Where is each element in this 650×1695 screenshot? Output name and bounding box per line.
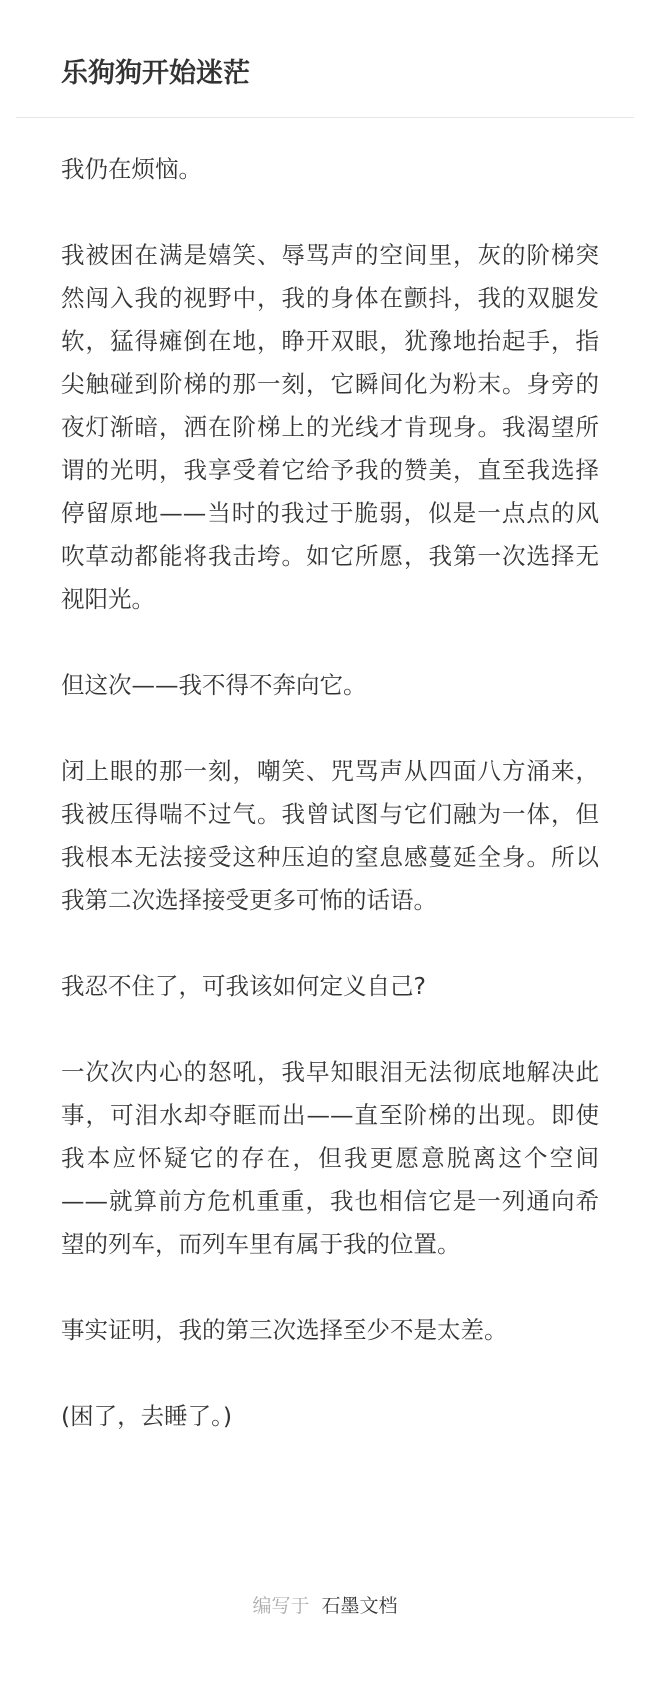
paragraph: 闭上眼的那一刻，嘲笑、咒骂声从四面八方涌来，我被压得喘不过气。我曾试图与它们融为一体，但我根本无法接受这种压迫的窒息感蔓延全身。所以我第二次选择接受更多可怖的话语。 xyxy=(61,757,599,914)
shimo-docs-link[interactable]: 石墨文档 xyxy=(321,1595,398,1617)
header-divider xyxy=(16,117,634,118)
footer-label: 编写于 xyxy=(252,1595,310,1617)
paragraph: 一次次内心的怒吼，我早知眼泪无法彻底地解决此事，可泪水却夺眶而出——直至阶梯的出现。即使我本应怀疑它的存在，但我更愿意脱离这个空间——就算前方危机重重，我也相信它是一列通向希望的列车，而列车里有属于我的位置。 xyxy=(61,1058,599,1258)
article-header xyxy=(0,0,650,118)
paragraph: 我仍在烦恼。 xyxy=(61,155,202,183)
article-body xyxy=(61,148,599,1481)
paragraph: 但这次——我不得不奔向它。 xyxy=(61,671,367,699)
paragraph: (困了，去睡了。) xyxy=(61,1402,233,1430)
footer xyxy=(0,1592,650,1620)
paragraph: 我忍不住了，可我该如何定义自己? xyxy=(61,972,426,1000)
paragraph: 事实证明，我的第三次选择至少不是太差。 xyxy=(61,1316,508,1344)
article-title: 乐狗狗开始迷茫 xyxy=(61,58,250,89)
paragraph: 我被困在满是嬉笑、辱骂声的空间里，灰的阶梯突然闯入我的视野中，我的身体在颤抖，我的双腿发软，猛得瘫倒在地，睁开双眼，犹豫地抬起手，指尖触碰到阶梯的那一刻，它瞬间化为粉末。身旁的夜灯渐暗，洒在阶梯上的光线才肯现身。我渴望所谓的光明，我享受着它给予我的赞美，直至我选择停留原地——当时的我过于脆弱，似是一点点的风吹草动都能将我击垮。如它所愿，我第一次选择无视阳光。 xyxy=(61,241,599,613)
